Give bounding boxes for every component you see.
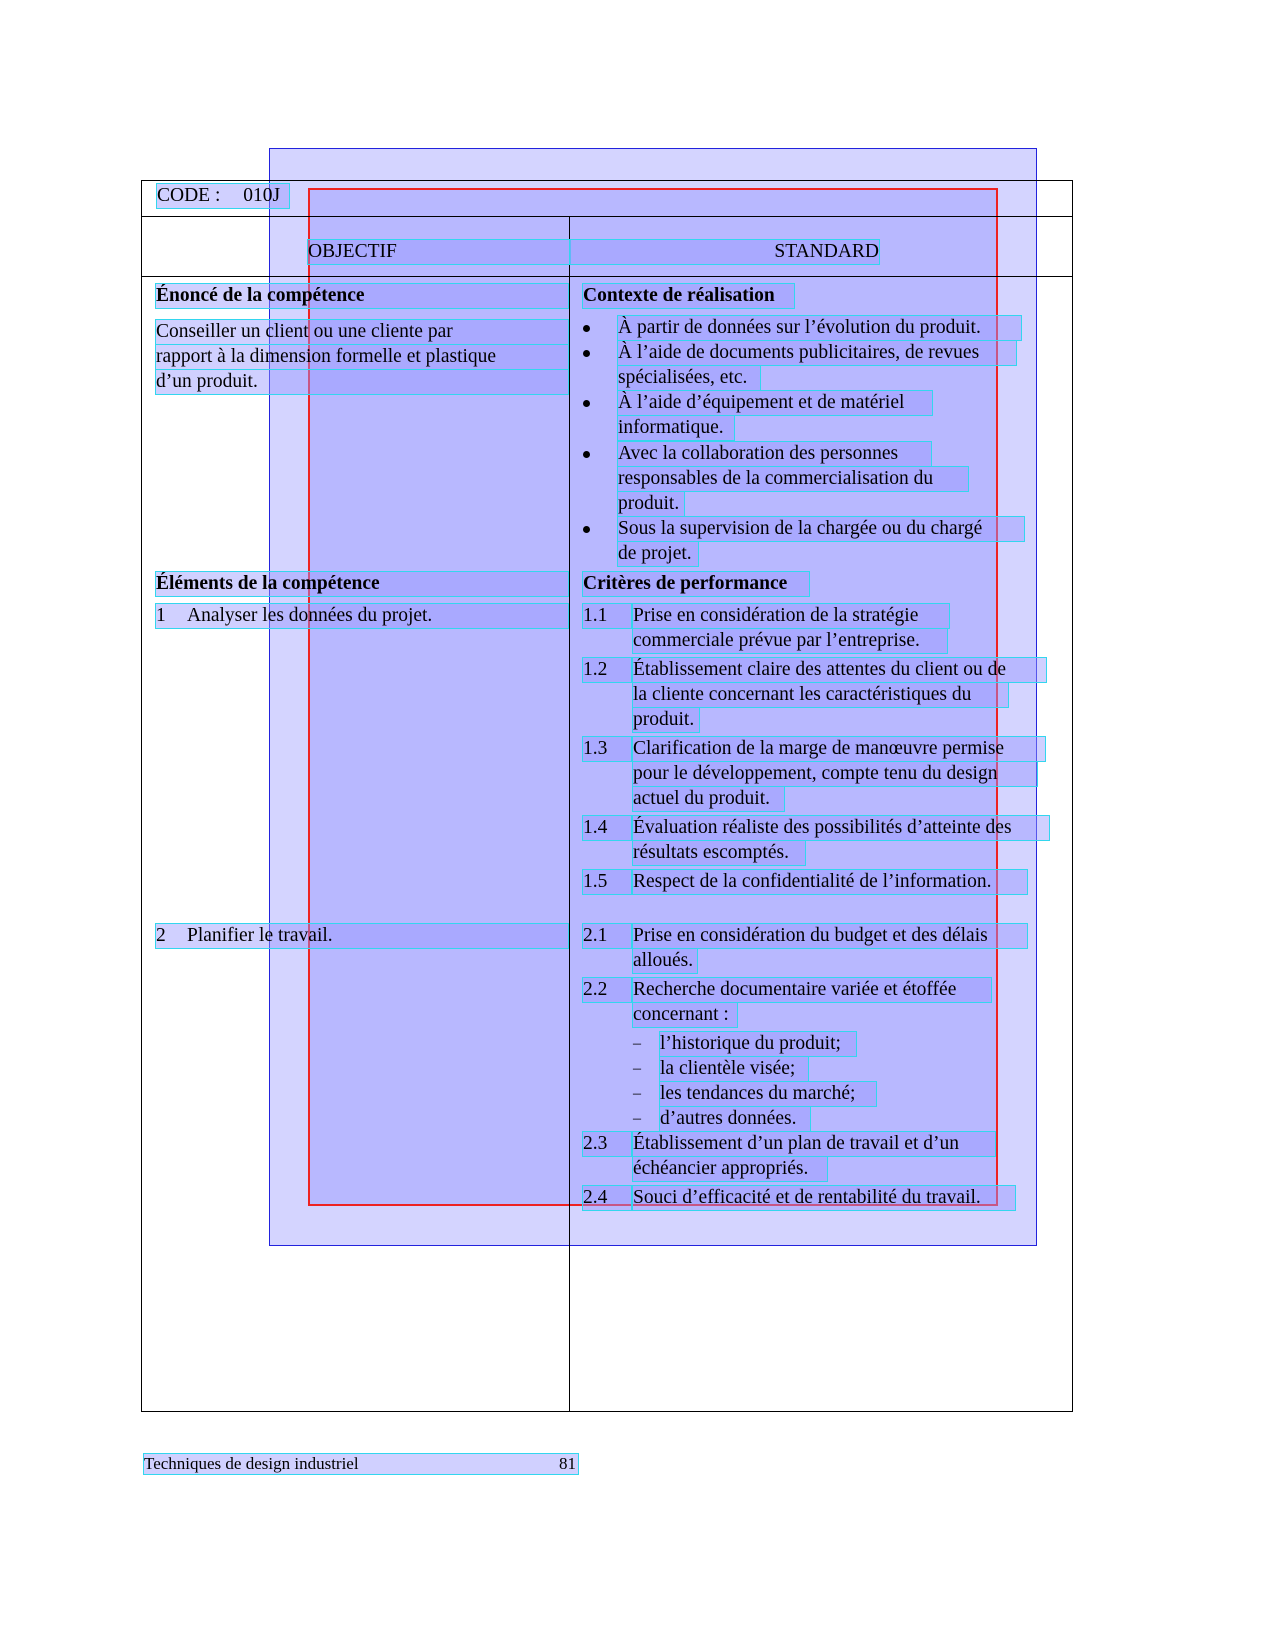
bullet-icon	[583, 451, 590, 458]
contexte-line: spécialisées, etc.	[618, 366, 760, 390]
critere-line: Respect de la confidentialité de l’information.	[633, 870, 1027, 894]
footer	[144, 1454, 578, 1474]
code-value: 010J	[243, 185, 281, 206]
critere-line: Souci d’efficacité et de rentabilité du travail.	[633, 1186, 1015, 1210]
bullet-icon	[583, 526, 590, 533]
code-row	[157, 184, 289, 208]
contexte-line: Sous la supervision de la chargée ou du chargé	[618, 517, 1024, 541]
bullet-icon	[583, 350, 590, 357]
critere-line: commerciale prévue par l’entreprise.	[633, 629, 947, 653]
contexte-line: À l’aide d’équipement et de matériel	[618, 391, 932, 415]
contexte-line: produit.	[618, 492, 684, 516]
critere-line: échéancier appropriés.	[633, 1157, 827, 1181]
critere-num: 1.1	[583, 604, 631, 628]
critere-line: Prise en considération de la stratégie	[633, 604, 949, 628]
bullet-icon	[583, 325, 590, 332]
dash-icon: –	[633, 1110, 641, 1127]
header-standard: STANDARD	[570, 240, 879, 264]
contexte-line: de projet.	[618, 542, 698, 566]
critere-line: actuel du produit.	[633, 787, 784, 811]
critere-line: résultats escomptés.	[633, 841, 805, 865]
contexte-line: informatique.	[618, 416, 734, 440]
dash-icon: –	[633, 1060, 641, 1077]
enonce-line-2: rapport à la dimension formelle et plastique	[156, 345, 568, 369]
footer-page: 81	[559, 1454, 576, 1473]
critere-num: 1.3	[583, 737, 631, 761]
element-num: 2	[156, 925, 166, 946]
elements-heading: Éléments de la compétence	[156, 572, 568, 596]
contexte-line: À l’aide de documents publicitaires, de revues	[618, 341, 1016, 365]
element-text: Planifier le travail.	[187, 925, 333, 946]
critere-subitem: les tendances du marché;	[660, 1082, 876, 1106]
critere-line: concernant :	[633, 1003, 737, 1027]
bullet-icon	[583, 400, 590, 407]
enonce-line-3: d’un produit.	[156, 370, 568, 394]
element-text: Analyser les données du projet.	[187, 605, 433, 626]
enonce-line-1: Conseiller un client ou une cliente par	[156, 320, 568, 344]
header-objectif: OBJECTIF	[308, 240, 570, 264]
critere-num: 2.2	[583, 978, 631, 1002]
criteres-heading: Critères de performance	[583, 572, 809, 596]
enonce-heading: Énoncé de la compétence	[156, 284, 568, 308]
critere-subitem: la clientèle visée;	[660, 1057, 808, 1081]
critere-line: Recherche documentaire variée et étoffée	[633, 978, 991, 1002]
critere-line: Évaluation réaliste des possibilités d’atteinte des	[633, 816, 1049, 840]
contexte-line: Avec la collaboration des personnes	[618, 442, 931, 466]
contexte-line: À partir de données sur l’évolution du produit.	[618, 316, 1021, 340]
critere-num: 1.4	[583, 816, 631, 840]
contexte-heading: Contexte de réalisation	[583, 284, 794, 308]
critere-line: la cliente concernant les caractéristiques du	[633, 683, 1008, 707]
dash-icon: –	[633, 1085, 641, 1102]
critere-line: pour le développement, compte tenu du design	[633, 762, 1037, 786]
dash-icon: –	[633, 1035, 641, 1052]
critere-line: produit.	[633, 708, 699, 732]
element-item	[156, 924, 568, 948]
contexte-line: responsables de la commercialisation du	[618, 467, 968, 491]
critere-num: 2.1	[583, 924, 631, 948]
critere-num: 1.2	[583, 658, 631, 682]
code-label: CODE :	[157, 185, 221, 206]
footer-title: Techniques de design industriel	[144, 1454, 359, 1473]
element-item	[156, 604, 568, 628]
critere-line: Établissement claire des attentes du client ou de	[633, 658, 1046, 682]
critere-num: 2.3	[583, 1132, 631, 1156]
element-num: 1	[156, 605, 166, 626]
critere-subitem: d’autres données.	[660, 1107, 810, 1131]
critere-line: Clarification de la marge de manœuvre permise	[633, 737, 1045, 761]
critere-num: 1.5	[583, 870, 631, 894]
critere-line: Établissement d’un plan de travail et d’un	[633, 1132, 995, 1156]
critere-subitem: l’historique du produit;	[660, 1032, 856, 1056]
critere-line: alloués.	[633, 949, 697, 973]
critere-num: 2.4	[583, 1186, 631, 1210]
critere-line: Prise en considération du budget et des délais	[633, 924, 1027, 948]
